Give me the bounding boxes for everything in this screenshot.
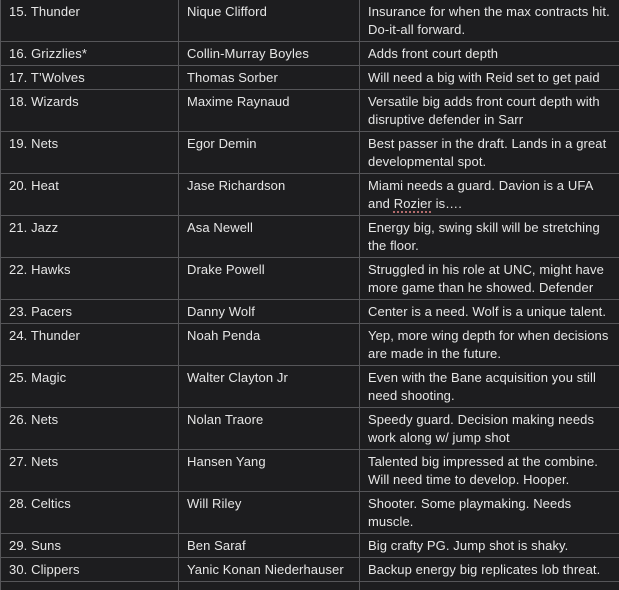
team-text: 27. Nets	[9, 454, 59, 469]
note-cell[interactable]	[360, 582, 619, 590]
note-text: Best passer in the draft. Lands in a great developmental spot.	[368, 136, 607, 169]
team-cell[interactable]	[1, 66, 179, 90]
player-cell[interactable]	[179, 132, 360, 174]
team-cell[interactable]	[1, 258, 179, 300]
note-cell[interactable]	[360, 258, 619, 300]
team-cell[interactable]	[1, 324, 179, 366]
note-cell[interactable]	[360, 492, 619, 534]
note-cell[interactable]	[360, 366, 619, 408]
misspelled-word: Rozier	[393, 196, 432, 211]
note-cell[interactable]	[360, 66, 619, 90]
note-text: Backup energy big replicates lob threat.	[368, 562, 601, 577]
table-row	[1, 90, 619, 132]
note-cell[interactable]	[360, 300, 619, 324]
team-cell[interactable]	[1, 558, 179, 582]
note-text: Talented big impressed at the combine. Will need time to develop. Hooper.	[368, 454, 598, 487]
player-text: Thomas Sorber	[187, 70, 278, 85]
note-text: Versatile big adds front court depth with disruptive defender in Sarr	[368, 94, 600, 127]
player-cell[interactable]	[179, 492, 360, 534]
player-text: Will Riley	[187, 496, 242, 511]
table-row	[1, 258, 619, 300]
player-text: Maxime Raynaud	[187, 94, 290, 109]
note-cell[interactable]	[360, 408, 619, 450]
team-cell[interactable]	[1, 492, 179, 534]
player-text: Nique Clifford	[187, 4, 267, 19]
team-cell[interactable]	[1, 582, 179, 590]
player-text: Danny Wolf	[187, 304, 255, 319]
table-row	[1, 366, 619, 408]
player-text: Noah Penda	[187, 328, 261, 343]
team-cell[interactable]	[1, 42, 179, 66]
table-row	[1, 216, 619, 258]
team-cell[interactable]	[1, 366, 179, 408]
player-cell[interactable]	[179, 534, 360, 558]
team-text: 23. Pacers	[9, 304, 73, 319]
table-row	[1, 534, 619, 558]
note-cell[interactable]	[360, 0, 619, 42]
table-row	[1, 132, 619, 174]
team-text: 24. Thunder	[9, 328, 80, 343]
player-text: Yanic Konan Niederhauser	[187, 562, 344, 577]
note-cell[interactable]	[360, 324, 619, 366]
note-cell[interactable]	[360, 132, 619, 174]
table-row	[1, 300, 619, 324]
player-text: Ben Saraf	[187, 538, 246, 553]
team-text: 30. Clippers	[9, 562, 80, 577]
player-cell[interactable]	[179, 90, 360, 132]
table-row	[1, 0, 619, 42]
note-cell[interactable]	[360, 534, 619, 558]
player-cell[interactable]	[179, 174, 360, 216]
note-text: Miami needs a guard. Davion is a UFA and	[368, 178, 593, 211]
player-cell[interactable]	[179, 0, 360, 42]
note-text: Shooter. Some playmaking. Needs muscle.	[368, 496, 572, 529]
player-cell[interactable]	[179, 324, 360, 366]
player-text: Drake Powell	[187, 262, 265, 277]
player-cell[interactable]	[179, 450, 360, 492]
table-row	[1, 558, 619, 582]
player-text: Jase Richardson	[187, 178, 286, 193]
team-cell[interactable]	[1, 132, 179, 174]
team-cell[interactable]	[1, 534, 179, 558]
note-cell[interactable]	[360, 90, 619, 132]
table-row	[1, 450, 619, 492]
team-text: 28. Celtics	[9, 496, 71, 511]
note-text: Insurance for when the max contracts hit. Do-it-all forward.	[368, 4, 610, 37]
team-text: 17. T’Wolves	[9, 70, 85, 85]
team-cell[interactable]	[1, 450, 179, 492]
team-text: 20. Heat	[9, 178, 59, 193]
note-cell[interactable]	[360, 450, 619, 492]
player-text: Hansen Yang	[187, 454, 266, 469]
player-text: Collin-Murray Boyles	[187, 46, 309, 61]
player-text: Egor Demin	[187, 136, 257, 151]
team-text: 22. Hawks	[9, 262, 71, 277]
note-text: Struggled in his role at UNC, might have more game than he showed. Defender	[368, 262, 604, 295]
table-row	[1, 42, 619, 66]
team-cell[interactable]	[1, 300, 179, 324]
team-text: 26. Nets	[9, 412, 59, 427]
table-row	[1, 324, 619, 366]
player-text: Asa Newell	[187, 220, 254, 235]
note-text: Energy big, swing skill will be stretching the floor.	[368, 220, 600, 253]
player-text: Nolan Traore	[187, 412, 264, 427]
team-cell[interactable]	[1, 0, 179, 42]
player-cell[interactable]	[179, 558, 360, 582]
team-text: 18. Wizards	[9, 94, 79, 109]
team-text: 16. Grizzlies*	[9, 46, 87, 61]
note-text: Big crafty PG. Jump shot is shaky.	[368, 538, 569, 553]
team-text: 25. Magic	[9, 370, 67, 385]
team-cell[interactable]	[1, 90, 179, 132]
player-cell[interactable]	[179, 300, 360, 324]
table-row	[1, 408, 619, 450]
note-text: Speedy guard. Decision making needs work along w/ jump shot	[368, 412, 595, 445]
player-cell[interactable]	[179, 66, 360, 90]
team-text: 19. Nets	[9, 136, 59, 151]
player-cell[interactable]	[179, 366, 360, 408]
note-text: Even with the Bane acquisition you still need shooting.	[368, 370, 597, 403]
team-text: 21. Jazz	[9, 220, 59, 235]
note-text: is….	[431, 196, 462, 211]
table-row	[1, 66, 619, 90]
note-cell[interactable]	[360, 42, 619, 66]
table-row-partial	[1, 582, 619, 590]
player-cell[interactable]	[179, 408, 360, 450]
note-text: Adds front court depth	[368, 46, 499, 61]
note-cell[interactable]	[360, 216, 619, 258]
team-text: 15. Thunder	[9, 4, 80, 19]
player-cell[interactable]	[179, 42, 360, 66]
team-text: 29. Suns	[9, 538, 62, 553]
player-text: Walter Clayton Jr	[187, 370, 288, 385]
table-row	[1, 492, 619, 534]
note-cell[interactable]	[360, 174, 619, 216]
note-cell[interactable]	[360, 558, 619, 582]
team-cell[interactable]	[1, 408, 179, 450]
team-cell[interactable]	[1, 216, 179, 258]
note-text: Center is a need. Wolf is a unique talent.	[368, 304, 607, 319]
player-cell[interactable]	[179, 216, 360, 258]
player-cell[interactable]	[179, 258, 360, 300]
team-cell[interactable]	[1, 174, 179, 216]
table-row	[1, 174, 619, 216]
note-text: Will need a big with Reid set to get paid	[368, 70, 600, 85]
player-cell[interactable]	[179, 582, 360, 590]
note-text: Yep, more wing depth for when decisions are made in the future.	[368, 328, 609, 361]
